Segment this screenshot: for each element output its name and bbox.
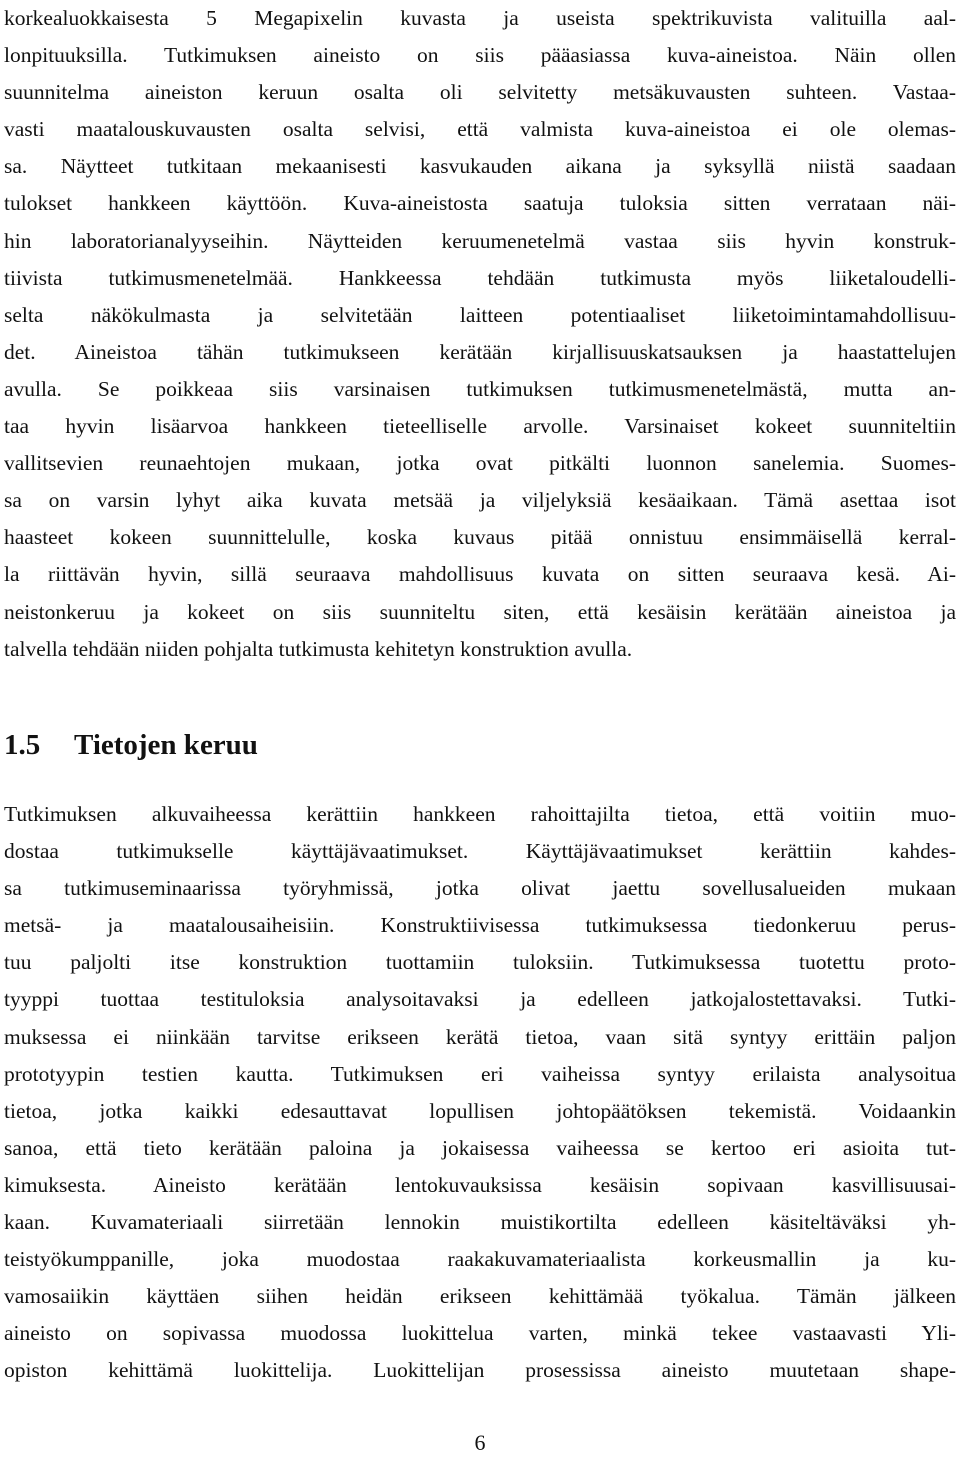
section-title: Tietojen keruu	[74, 729, 258, 761]
page-number: 6	[474, 1430, 486, 1455]
text-line: opiston kehittämä luokittelija. Luokittelijan prosessissa aineisto muutetaan shape-	[4, 1358, 956, 1383]
text-line: teistyökumppanille, joka muodostaa raakakuvamateriaalista korkeusmallin ja ku-	[4, 1247, 956, 1272]
text-line: la riittävän hyvin, sillä seuraava mahdollisuus kuvata on sitten seuraava kesä. Ai-	[4, 562, 956, 587]
text-line: talvella tehdään niiden pohjalta tutkimusta kehitetyn konstruktion avulla.	[4, 636, 633, 661]
text-line: tulokset hankkeen käyttöön. Kuva-aineistosta saatuja tuloksia sitten verrataan näi-	[4, 191, 956, 216]
body-paragraph	[4, 0, 956, 668]
text-line: neistonkeruu ja kokeet on siis suunniteltu siten, että kesäisin kerätään aineistoa ja	[4, 599, 956, 624]
text-line: tiivista tutkimusmenetelmää. Hankkeessa tehdään tutkimusta myös liiketaloudelli-	[4, 265, 956, 290]
body-paragraph	[4, 796, 956, 1390]
text-line: sa on varsin lyhyt aika kuvata metsää ja viljelyksiä kesäaikaan. Tämä asettaa isot	[4, 488, 956, 513]
text-line: sa tutkimuseminaarissa työryhmissä, jotka olivat jaettu sovellusalueiden mukaan	[4, 876, 956, 901]
text-line: prototyypin testien kautta. Tutkimuksen eri vaiheissa syntyy erilaista analysoitua	[4, 1061, 956, 1086]
text-line: vamosaiikin käyttäen siihen heidän erikseen kehittämää työkalua. Tämän jälkeen	[4, 1284, 956, 1309]
text-line: haasteet kokeen suunnittelulle, koska kuvaus pitää onnistuu ensimmäisellä kerral-	[4, 525, 956, 550]
text-line: vallitsevien reunaehtojen mukaan, jotka ovat pitkälti luonnon sanelemia. Suomes-	[4, 451, 956, 476]
text-line: suunnitelma aineiston keruun osalta oli selvitetty metsäkuvausten suhteen. Vastaa-	[4, 80, 956, 105]
text-line: selta näkökulmasta ja selvitetään laitteen potentiaaliset liiketoimintamahdollisuu-	[4, 302, 956, 327]
text-line: sanoa, että tieto kerätään paloina ja jokaisessa vaiheessa se kertoo eri asioita tut-	[4, 1135, 956, 1160]
text-line: hin laboratorianalyyseihin. Näytteiden keruumenetelmä vastaa siis hyvin konstruk-	[4, 228, 956, 253]
text-line: tuu paljolti itse konstruktion tuottamiin tuloksiin. Tutkimuksessa tuotettu proto-	[4, 950, 956, 975]
text-line: kaan. Kuvamateriaali siirretään lennokin muistikortilta edelleen käsiteltäväksi yh-	[4, 1210, 956, 1235]
text-line: kimuksesta. Aineisto kerätään lentokuvauksissa kesäisin sopivaan kasvillisuusai-	[4, 1172, 956, 1197]
text-line: muksessa ei niinkään tarvitse erikseen kerätä tietoa, vaan sitä syntyy erittäin paljon	[4, 1024, 956, 1049]
text-line: taa hyvin lisäarvoa hankkeen tieteelliselle arvolle. Varsinaiset kokeet suunniteltiin	[4, 414, 956, 439]
text-line: dostaa tutkimukselle käyttäjävaatimukset. Käyttäjävaatimukset kerättiin kahdes-	[4, 839, 956, 864]
section-number: 1.5	[4, 729, 41, 761]
text-line: tietoa, jotka kaikki edesauttavat lopullisen johtopäätöksen tekemistä. Voidaankin	[4, 1098, 956, 1123]
text-line: metsä- ja maatalousaiheisiin. Konstruktiivisessa tutkimuksessa tiedonkeruu perus-	[4, 913, 956, 938]
text-line: sa. Näytteet tutkitaan mekaanisesti kasvukauden aikana ja syksyllä niistä saadaan	[4, 154, 956, 179]
section-heading	[4, 729, 258, 762]
text-line: lonpituuksilla. Tutkimuksen aineisto on siis pääasiassa kuva-aineistoa. Näin ollen	[4, 43, 956, 68]
text-line: avulla. Se poikkeaa siis varsinaisen tutkimuksen tutkimusmenetelmästä, mutta an-	[4, 376, 956, 401]
text-line: det. Aineistoa tähän tutkimukseen kerätään kirjallisuuskatsauksen ja haastattelujen	[4, 339, 956, 364]
text-line: tyyppi tuottaa testituloksia analysoitavaksi ja edelleen jatkojalostettavaksi. Tutki-	[4, 987, 956, 1012]
text-line: Tutkimuksen alkuvaiheessa kerättiin hankkeen rahoittajilta tietoa, että voitiin muo-	[4, 802, 956, 826]
text-line: vasti maatalouskuvausten osalta selvisi, että valmista kuva-aineistoa ei ole olemas-	[4, 117, 956, 142]
text-line: korkealuokkaisesta 5 Megapixelin kuvasta ja useista spektrikuvista valituilla aal-	[4, 6, 956, 30]
text-line: aineisto on sopivassa muodossa luokittelua varten, minkä tekee vastaavasti Yli-	[4, 1321, 956, 1346]
